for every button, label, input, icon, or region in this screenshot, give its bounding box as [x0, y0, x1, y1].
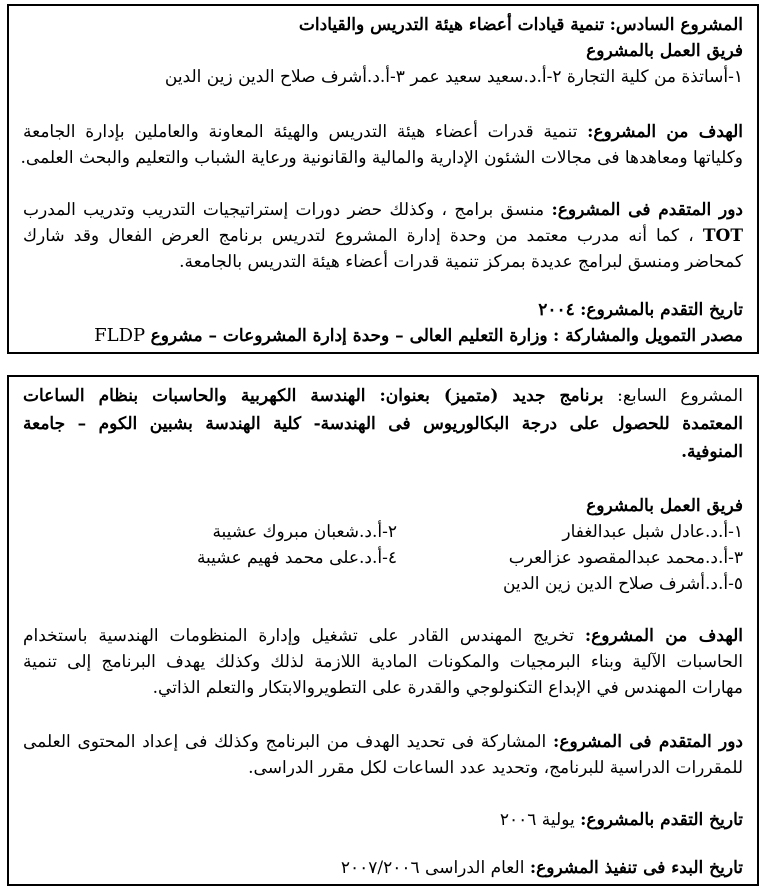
project-seven-start-value: العام الدراسى ٢٠٠٧/٢٠٠٦ — [340, 858, 525, 878]
project-six-title — [23, 14, 743, 36]
project-six-role-line2 — [23, 225, 743, 247]
project-seven-goal-text1: تخريج المهندس القادر على تشغيل وإدارة المنظومات الهندسية باستخدام — [23, 626, 574, 646]
project-seven-goal-line1 — [23, 625, 743, 647]
project-seven-box — [7, 375, 759, 886]
project-seven-title-text1: برنامج جديد (متميز) بعنوان: الهندسة الكهربية والحاسبات بنظام الساعات — [23, 386, 604, 406]
project-seven-role-line2: للمقررات الدراسية للبرنامج، وتحديد عدد الساعات لكل مقرر الدراسى. — [248, 758, 743, 778]
project-seven-title-line1 — [23, 385, 743, 407]
project-six-title-value: تنمية قيادات أعضاء هيئة التدريس والقيادات — [298, 15, 605, 35]
project-six-funding-value: وزارة التعليم العالى – وحدة إدارة المشروعات – مشروع — [150, 326, 548, 346]
project-seven-member-4: ٤-أ.د.على محمد فهيم عشيبة — [196, 548, 397, 568]
project-seven-goal-label: الهدف من المشروع: — [584, 626, 743, 646]
project-six-date-value: ٢٠٠٤ — [538, 300, 575, 320]
project-seven-start-label: تاريخ البدء فى تنفيذ المشروع: — [529, 858, 743, 878]
project-six-box — [7, 4, 759, 354]
project-six-team-members: ١-أساتذة من كلية التجارة ٢-أ.د.سعيد سعيد عمر ٣-أ.د.أشرف صلاح الدين زين الدين — [164, 67, 743, 87]
project-six-funding-code: FLDP — [94, 325, 146, 346]
project-six-role-text1: منسق برامج ، وكذلك حضر دورات إستراتيجيات التدريب وتدريب المدرب — [23, 200, 545, 220]
project-seven-role-label: دور المتقدم فى المشروع: — [553, 732, 743, 752]
project-seven-date-label: تاريخ التقدم بالمشروع: — [580, 810, 743, 830]
project-seven-start — [23, 857, 743, 879]
project-seven-role-text1: المشاركة فى تحديد الهدف من البرنامج وكذلك فى إعداد المحتوى العلمى — [23, 732, 547, 752]
project-seven-member-3: ٣-أ.د.محمد عبدالمقصود عزالعرب — [508, 548, 743, 568]
project-six-role-line1 — [23, 199, 743, 221]
project-six-date-label: تاريخ التقدم بالمشروع: — [580, 300, 743, 320]
project-seven-goal-line2: الحاسبات الآلية وبناء البرمجيات والمكونات المادية اللازمة لذلك وكذلك يهدف البرنامج إلى تنمية — [23, 652, 743, 672]
project-six-goal-text1: تنمية قدرات أعضاء هيئة التدريس والهيئة المعاونة والعاملين بإدارة الجامعة — [23, 122, 578, 142]
project-seven-member-5: ٥-أ.د.أشرف صلاح الدين زين الدين — [502, 574, 743, 594]
project-seven-member-2: ٢-أ.د.شعبان مبروك عشيبة — [212, 522, 397, 542]
project-six-goal-line1 — [23, 121, 743, 143]
project-seven-role-line1 — [23, 731, 743, 753]
project-seven-title-line2: المعتمدة للحصول على درجة البكالوريوس فى الهندسة- كلية الهندسة بشبين الكوم – جامعة — [23, 414, 743, 434]
project-six-role-text2: ، كما أنه مدرب معتمد من وحدة إدارة المشروع لتدريس برنامج العرض الفعال وقد شارك — [23, 226, 694, 246]
project-seven-goal-line3: مهارات المهندس في الإبداع التكنولوجي والقدرة على التطويروالابتكار والتعلم الذاتي. — [152, 678, 743, 698]
project-six-title-label: المشروع السادس: — [609, 15, 743, 35]
project-six-role-label: دور المتقدم فى المشروع: — [551, 200, 743, 220]
project-seven-title-line3: المنوفية. — [681, 442, 743, 462]
project-six-team-heading: فريق العمل بالمشروع — [586, 41, 743, 61]
project-six-funding-label: مصدر التمويل والمشاركة : — [553, 326, 743, 346]
project-six-goal-line2: وكلياتها ومعاهدها فى مجالات الشئون الإدارية والمالية والقانونية ورعاية الشباب والتعليم والبحث العلمى. — [20, 148, 743, 168]
project-six-role-line3: كمحاضر ومنسق لبرامج عديدة بمركز تنمية قدرات أعضاء هيئة التدريس بالجامعة. — [179, 252, 743, 272]
project-seven-date-value: يولية ٢٠٠٦ — [499, 810, 575, 830]
project-six-goal-label: الهدف من المشروع: — [587, 122, 743, 142]
project-seven-member-1: ١-أ.د.عادل شبل عبدالغفار — [562, 522, 743, 542]
project-six-date — [23, 299, 743, 321]
project-six-funding — [23, 325, 743, 347]
project-six-role-tot: TOT — [702, 226, 743, 246]
project-seven-team-heading: فريق العمل بالمشروع — [586, 496, 743, 516]
project-seven-title-label: المشروع السابع: — [617, 386, 744, 406]
project-seven-date — [23, 809, 743, 831]
